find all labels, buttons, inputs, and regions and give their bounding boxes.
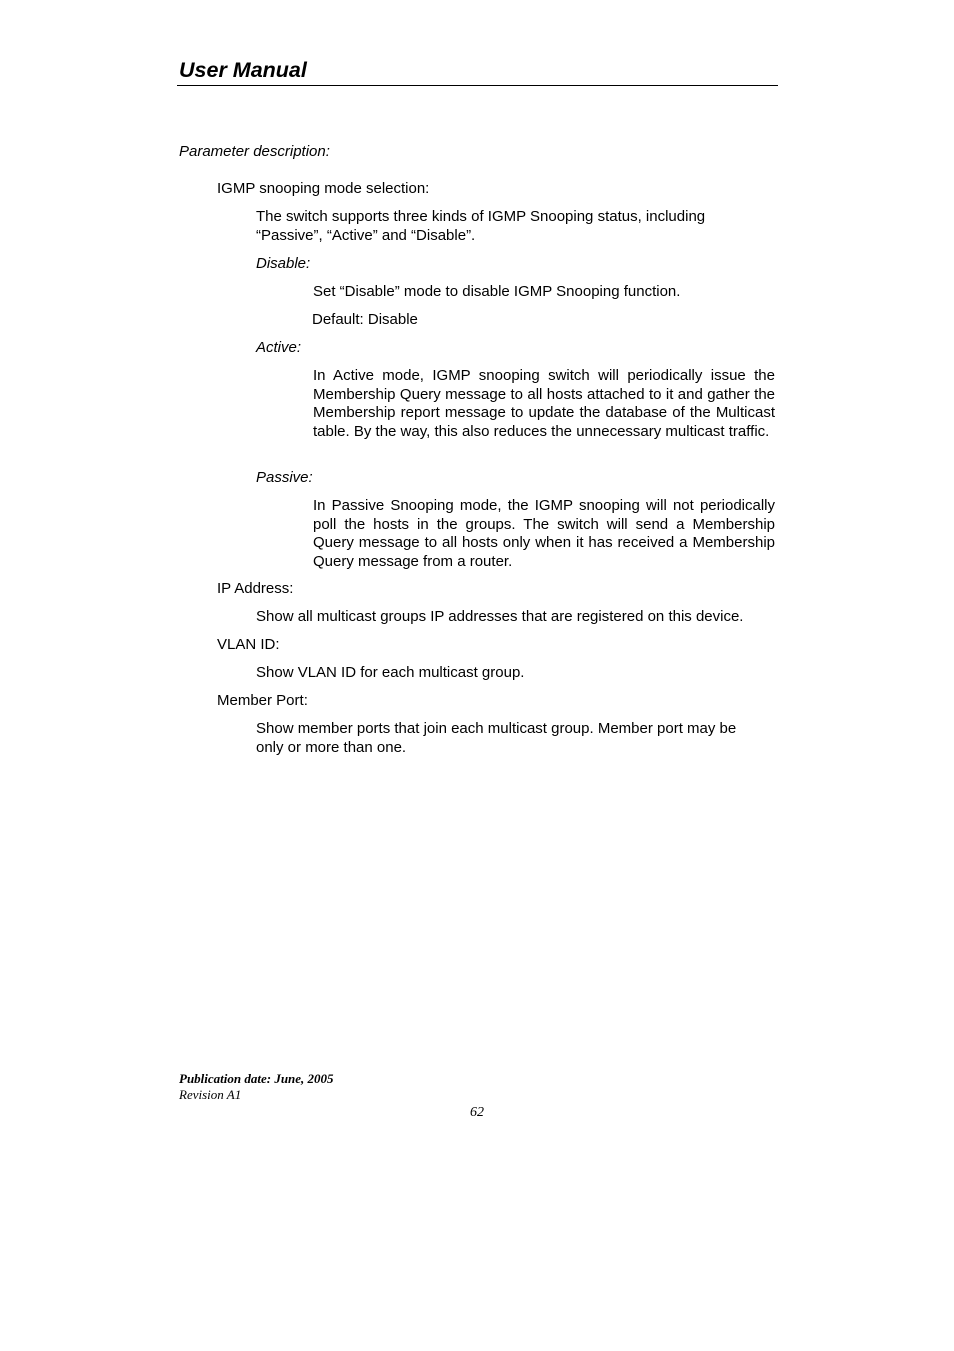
active-description: In Active mode, IGMP snooping switch will periodically issue the Membership Query message to all hosts attached to it and gather the Membership report message to update the database of the Multicast table. By the way, this also reduces the unnecessary multicast traffic.	[313, 367, 775, 440]
disable-description: Set “Disable” mode to disable IGMP Snooping function.	[313, 283, 681, 300]
disable-label: Disable:	[256, 255, 311, 272]
page-number: 62	[470, 1105, 484, 1120]
header-divider	[177, 85, 778, 86]
passive-label: Passive:	[256, 469, 313, 486]
member-port-description-line2: only or more than one.	[256, 739, 407, 756]
igmp-mode-heading: IGMP snooping mode selection:	[217, 180, 430, 197]
page-header-title: User Manual	[179, 58, 307, 82]
igmp-intro-line2: “Passive”, “Active” and “Disable”.	[256, 227, 476, 244]
member-port-description-line1: Show member ports that join each multicast group. Member port may be	[256, 720, 737, 737]
ip-address-heading: IP Address:	[217, 580, 294, 597]
revision: Revision A1	[179, 1087, 242, 1102]
publication-date: Publication date: June, 2005	[179, 1071, 334, 1086]
igmp-intro-line1: The switch supports three kinds of IGMP Snooping status, including	[256, 208, 706, 225]
vlan-id-heading: VLAN ID:	[217, 636, 280, 653]
disable-default: Default: Disable	[312, 311, 418, 328]
section-label: Parameter description:	[179, 143, 330, 160]
vlan-id-description: Show VLAN ID for each multicast group.	[256, 664, 525, 681]
active-label: Active:	[256, 339, 302, 356]
member-port-heading: Member Port:	[217, 692, 308, 709]
passive-description: In Passive Snooping mode, the IGMP snooping will not periodically poll the hosts in the groups. The switch will send a Membership Query message to all hosts only when it has received a Membership Query message from a router.	[313, 497, 775, 570]
ip-address-description: Show all multicast groups IP addresses that are registered on this device.	[256, 608, 744, 625]
